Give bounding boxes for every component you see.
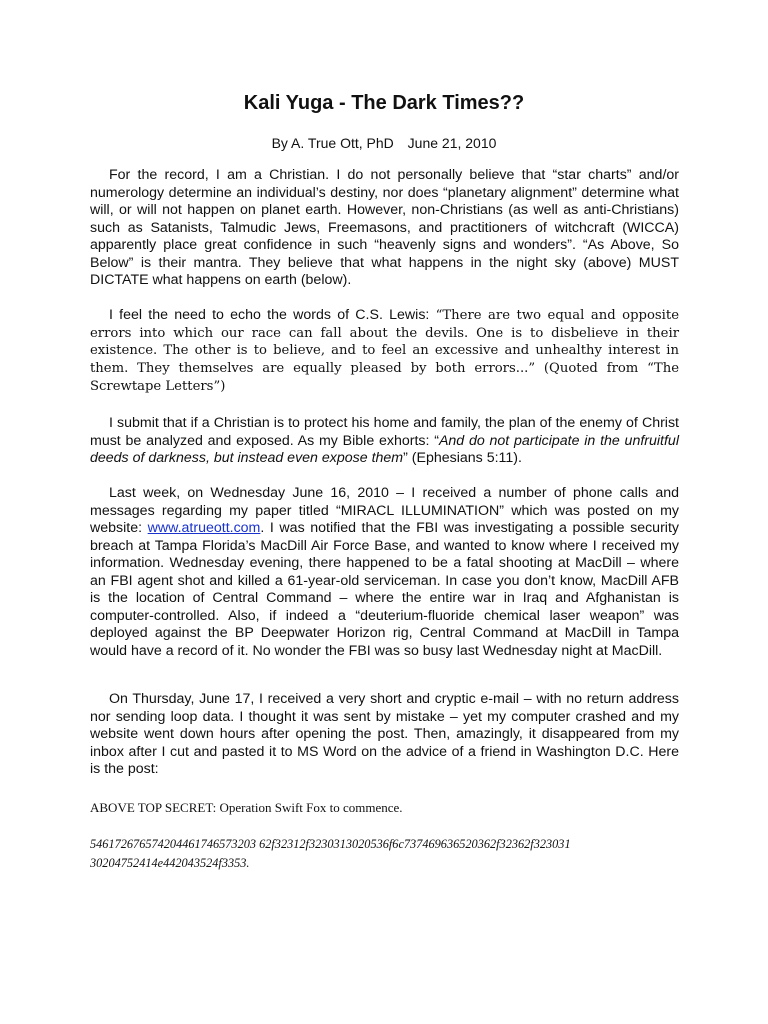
- website-link[interactable]: www.atrueott.com: [147, 520, 261, 536]
- paragraph-3-end: ” (Ephesians 5:11).: [403, 450, 522, 466]
- publish-date: June 21, 2010: [407, 135, 497, 151]
- secret-line: ABOVE TOP SECRET: Operation Swift Fox to commence.: [90, 800, 403, 815]
- document-title: Kali Yuga - The Dark Times??: [243, 92, 525, 114]
- paragraph-4-end: . I was notified that the FBI was investigating a possible security breach at Tampa Florida’s MacDill Air Force Base, and wanted to know where I received my information. Wednesday evening, there happened to be a fatal shooting at MacDill – where an FBI agent shot and killed a 61-year-old serviceman. In case you don’t know, MacDill AFB is the location of Central Command – where the entire war in Iraq and Afghanistan is computer-controlled. Also, if indeed a “deuterium-fluoride chemical laser weapon” was deployed against the BP Deepwater Horizon rig, Central Command at MacDill in Tampa would have a record of it. No wonder the FBI was so busy last Wednesday night at MacDill.: [90, 520, 679, 659]
- paragraph-4-start: Last week, on Wednesday June 16, 2010 – I received a number of phone calls and messages regarding my paper titled “MIRACL ILLUMINATION” which was posted on my website:: [90, 485, 679, 536]
- bible-quote: And do not participate in the unfruitful deeds of darkness, but instead even expose them: [90, 432, 679, 466]
- paragraph-2-intro: I feel the need to echo the words of C.S. Lewis:: [109, 307, 436, 323]
- byline: [0, 135, 768, 151]
- paragraph-1-text: For the record, I am a Christian. I do not personally believe that “star charts” and/or numerology determine an individual’s destiny, nor does “planetary alignment” determine what will, or will not happen on planet earth. However, non-Christians (as well as anti-Christians) such as Satanists, Talmudic Jews, Freemasons, and practitioners of witchcraft (WICCA) apparently place great confidence in such “heavenly signs and wonders”. “As Above, So Below” is their mantra. They believe that what happens in the night sky (above) MUST DICTATE what happens on earth (below).: [90, 167, 679, 288]
- paragraph-2: [90, 307, 679, 396]
- paragraph-3: [90, 415, 679, 468]
- paragraph-1: [90, 167, 679, 290]
- paragraph-5-text: On Thursday, June 17, I received a very short and cryptic e-mail – with no return address nor sending loop data. I thought it was sent by mistake – yet my computer crashed and my website went down hours after opening the post. Then, amazingly, it disappeared from my inbox after I cut and pasted it to MS Word on the advice of a friend in Washington D.C. Here is the post:: [90, 691, 679, 777]
- paragraph-4: [90, 485, 679, 660]
- paragraph-3-start: I submit that if a Christian is to protect his home and family, the plan of the enemy of Christ must be analyzed and exposed. As my Bible exhorts: “: [90, 415, 679, 449]
- author: By A. True Ott, PhD: [271, 135, 394, 151]
- code-line-1: 546172676574204461746573203 62f32312f3230313020536f6c737469636520362f32362f323031: [90, 837, 571, 851]
- code-line-2: 30204752414e442043524f3353.: [90, 856, 250, 870]
- lewis-quote: “There are two equal and opposite errors into which our race can fall about the devils. One is to disbelieve in their existence. The other is to believe, and to feel an excessive and unhealthy interest in them. They themselves are equally pleased by both errors...” (Quoted from “The Screwtape Letters”): [90, 308, 679, 394]
- paragraph-5: [90, 691, 679, 779]
